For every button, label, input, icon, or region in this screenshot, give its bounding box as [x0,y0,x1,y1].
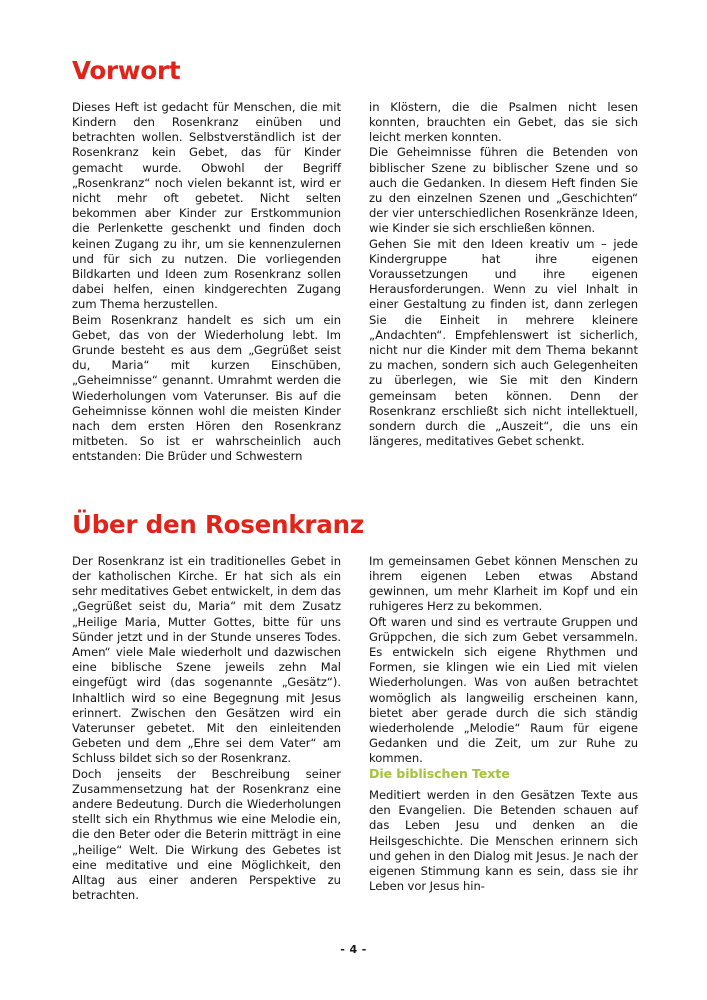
column-left [72,554,341,904]
paragraph: in Klöstern, die die Psalmen nicht lesen konnten, brauchten ein Gebet, das sie sich leicht merken konnten. [369,99,638,145]
subsection-heading-die-biblischen-texte: Die biblischen Texte [369,765,510,781]
paragraph: Oft waren und sind es vertraute Gruppen und Grüppchen, die sich zum Gebet versammeln. Es entwickeln sich eigene Rhythmen und Formen, sie klingen wie ein Lied mit vielen Wiederholungen. Was von außen betrachtet womöglich als langweilig erscheinen kann, bietet aber gerade durch die sich ständig wiederholende „Melodie“ Raum für eigene Gedanken und die Zeit, um zur Ruhe zu kommen. [369,614,638,766]
paragraph: Meditiert werden in den Gesätzen Texte aus den Evangelien. Die Betenden schauen auf das Leben Jesu und denken an die Heilsgeschichte. Die Menschen erinnern sich und gehen in den Dialog mit Jesus. Je nach der eigenen Stimmung kann es sein, dass sie ihr Leben vor Jesus hin- [369,788,638,894]
column-right [369,554,638,895]
page-number: - 4 - [340,943,367,956]
two-column-layout [72,554,638,904]
section-heading-ueber-den-rosenkranz: Über den Rosenkranz [72,510,364,539]
paragraph: Doch jenseits der Beschreibung seiner Zusammensetzung hat der Rosenkranz eine andere Bedeutung. Durch die Wiederholungen stellt sich ein Rhythmus wie eine Melodie ein, die den Beter oder die Beterin mitträgt in eine „heilige“ Welt. Die Wirkung des Gebetes ist eine meditative und eine Möglichkeit, den Alltag aus einer anderen Perspektive zu betrachten. [72,766,341,903]
paragraph: Im gemeinsamen Gebet können Menschen zu ihrem eigenen Leben etwas Abstand gewinnen, um mehr Klarheit im Kopf und ein ruhigeres Herz zu bekommen. [369,553,638,614]
two-column-layout [72,100,638,465]
paragraph: Der Rosenkranz ist ein traditionelles Gebet in der katholischen Kirche. Er hat sich als ein sehr meditatives Gebet entwickelt, in dem das „Gegrüßet seist du, Maria“ mit dem Zusatz „Heilige Maria, Mutter Gottes, bitte für uns Sünder jetzt und in der Stunde unseres Todes. Amen“ viele Male wiederholt und dazwischen eine biblische Szene jeweils zehn Mal eingefügt wird (das sogenannte „Gesätz“). Inhaltlich wird so eine Begegnung mit Jesus erinnert. Zwischen den Gesätzen wird ein Vaterunser gebetet. Mit den einleitenden Gebeten und dem „Ehre sei dem Vater“ am Schluss bildet sich so der Rosenkranz. [72,553,341,766]
page-footer [0,938,707,957]
section-heading-vorwort: Vorwort [72,56,181,85]
column-left [72,100,341,465]
paragraph: Dieses Heft ist gedacht für Menschen, die mit Kindern den Rosenkranz einüben und betrachten wollen. Selbstverständlich ist der Rosenkranz kein Gebet, das für Kinder gemacht wurde. Obwohl der Begriff „Rosenkranz“ noch vielen bekannt ist, wird er nicht mehr oft gebetet. Nicht selten bekommen aber Kinder zur Erstkommunion die Perlenkette geschenkt und finden doch keinen Zugang zu ihr, um sie kennenzulernen und für sich zu nutzen. Die vorliegenden Bildkarten und Ideen zum Rosenkranz sollen dabei helfen, einen kindgerechten Zugang zum Thema herzustellen. [72,99,341,312]
paragraph: Gehen Sie mit den Ideen kreativ um – jede Kindergruppe hat ihre eigenen Voraussetzungen und ihre eigenen Herausforderungen. Wenn zu viel Inhalt in einer Gestaltung zu finden ist, dann zerlegen Sie die Einheit in mehrere kleinere „Andachten“. Empfehlenswert ist sicherlich, nicht nur die Kinder mit dem Thema bekannt zu machen, sondern sich auch Gelegenheiten zu überlegen, wie Sie mit den Kindern gemeinsam beten können. Denn der Rosenkranz erschließt sich nicht intellektuell, sondern durch die „Auszeit“, die uns ein längeres, meditatives Gebet schenkt. [369,236,638,449]
column-right [369,100,638,450]
paragraph: Die Geheimnisse führen die Betenden von biblischer Szene zu biblischer Szene und so auch die Gedanken. In diesem Heft finden Sie zu den einzelnen Szenen und „Geschichten“ der vier unterschiedlichen Rosenkränze Ideen, wie Kinder sie sich erschließen können. [369,145,638,236]
paragraph: Beim Rosenkranz handelt es sich um ein Gebet, das von der Wiederholung lebt. Im Grunde besteht es aus dem „Gegrüßet seist du, Maria“ mit kurzen Einschüben, „Geheimnisse“ genannt. Umrahmt werden die Wiederholungen vom Vaterunser. Bis auf die Geheimnisse können wohl die meisten Kinder nach dem ersten Hören den Rosenkranz mitbeten. So ist er wahrscheinlich auch entstanden: Die Brüder und Schwestern [72,312,341,464]
section-vorwort [72,58,638,465]
section-ueber-den-rosenkranz [72,512,638,903]
